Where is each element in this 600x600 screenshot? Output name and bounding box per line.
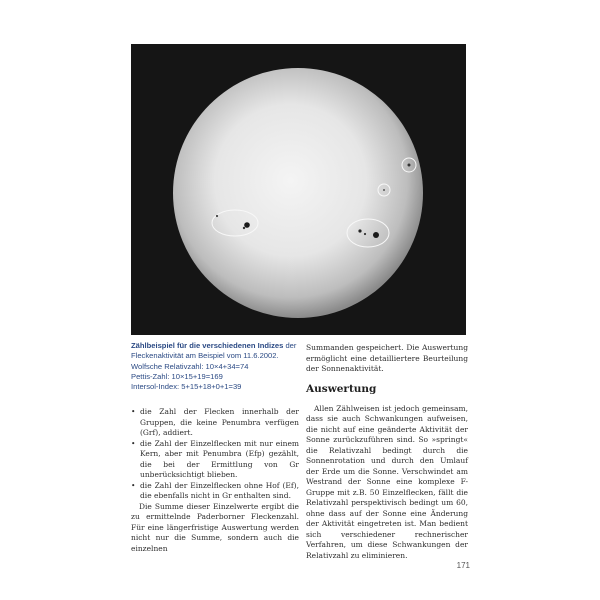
caption-line: Intersol-Index: 5+15+18+0+1=39 [131,382,242,392]
list-item [131,407,299,439]
list-item-text: die Zahl der Einzelflecken ohne Hof (Ef), die ebenfalls nicht in Gr enthalten sind. [140,480,299,500]
figure-caption [131,341,297,392]
sunspot [358,229,361,232]
caption-line: Wolfsche Relativzahl: 10×4+34=74 [131,361,249,371]
bullet-icon: • [131,438,136,448]
bullet-list [131,407,299,502]
list-item-text: die Zahl der Einzelflecken mit nur einem Kern, aber mit Penumbra (Efp) gezählt, die bei der Ermittlung von Gr unberücksichtigt blieben. [140,438,299,479]
sun-illustration [131,44,466,335]
bullet-icon: • [131,407,136,416]
page-number: 171 [456,561,470,570]
sunspot [373,232,379,238]
bullet-icon: • [131,480,136,490]
right-column [306,343,468,561]
section-heading: Auswertung [306,382,377,395]
sunspot [243,227,245,229]
caption-line: Fleckenaktivität am Beispiel vom 11.6.2002. [131,351,279,361]
list-item-text: die Zahl der Flecken innerhalb der Gruppen, die keine Penumbra verfügen (Grf), addiert. [140,407,299,437]
list-item [131,481,299,502]
left-column [131,407,299,554]
sunspot [364,233,366,235]
sunspot [244,222,250,228]
caption-lead: Zählbeispiel für die verschiedenen Indizes [131,341,284,350]
list-item [131,439,299,481]
caption-line: Pettis-Zahl: 10×15+19=169 [131,371,223,381]
sunspot [408,164,411,167]
caption-lead-rest: der [283,341,297,350]
body-paragraph: Allen Zählweisen ist jedoch gemeinsam, dass sie auch Schwankungen aufweisen, die nicht auf eine geänderte Aktivität der Sonne zurückzuführen sind. So »springt« die Relativzahl bedingt durch die Sonnenrotation und durch den Umlauf der Erde um die Sonne. Verschwindet am Westrand der Sonne eine komplexe F-Gruppe mit z.B. 50 Einzelflecken, fällt die Relativzahl perspektivisch bedingt um 60, ohne dass auf der Sonne eine Änderung der Aktivität eingetreten ist. Man bedient sich verschiedener rechnerischer Verfahren, um diese Schwankungen der Relativzahl zu eliminieren. [306,403,468,560]
sunspot [216,215,218,217]
body-paragraph: Die Summe dieser Einzelwerte ergibt die zu ermittelnde Paderborner Fleckenzahl. Für eine längerfristige Auswertung werden nicht nur die Summe, sondern auch die einzelnen [131,501,299,553]
sun-photo [131,44,466,335]
sun-disk [173,68,423,318]
sunspot [383,189,385,191]
body-paragraph-continuation: Summanden gespeichert. Die Auswertung ermöglicht eine detailliertere Beurteilung der Sonnenaktivität. [306,343,468,373]
